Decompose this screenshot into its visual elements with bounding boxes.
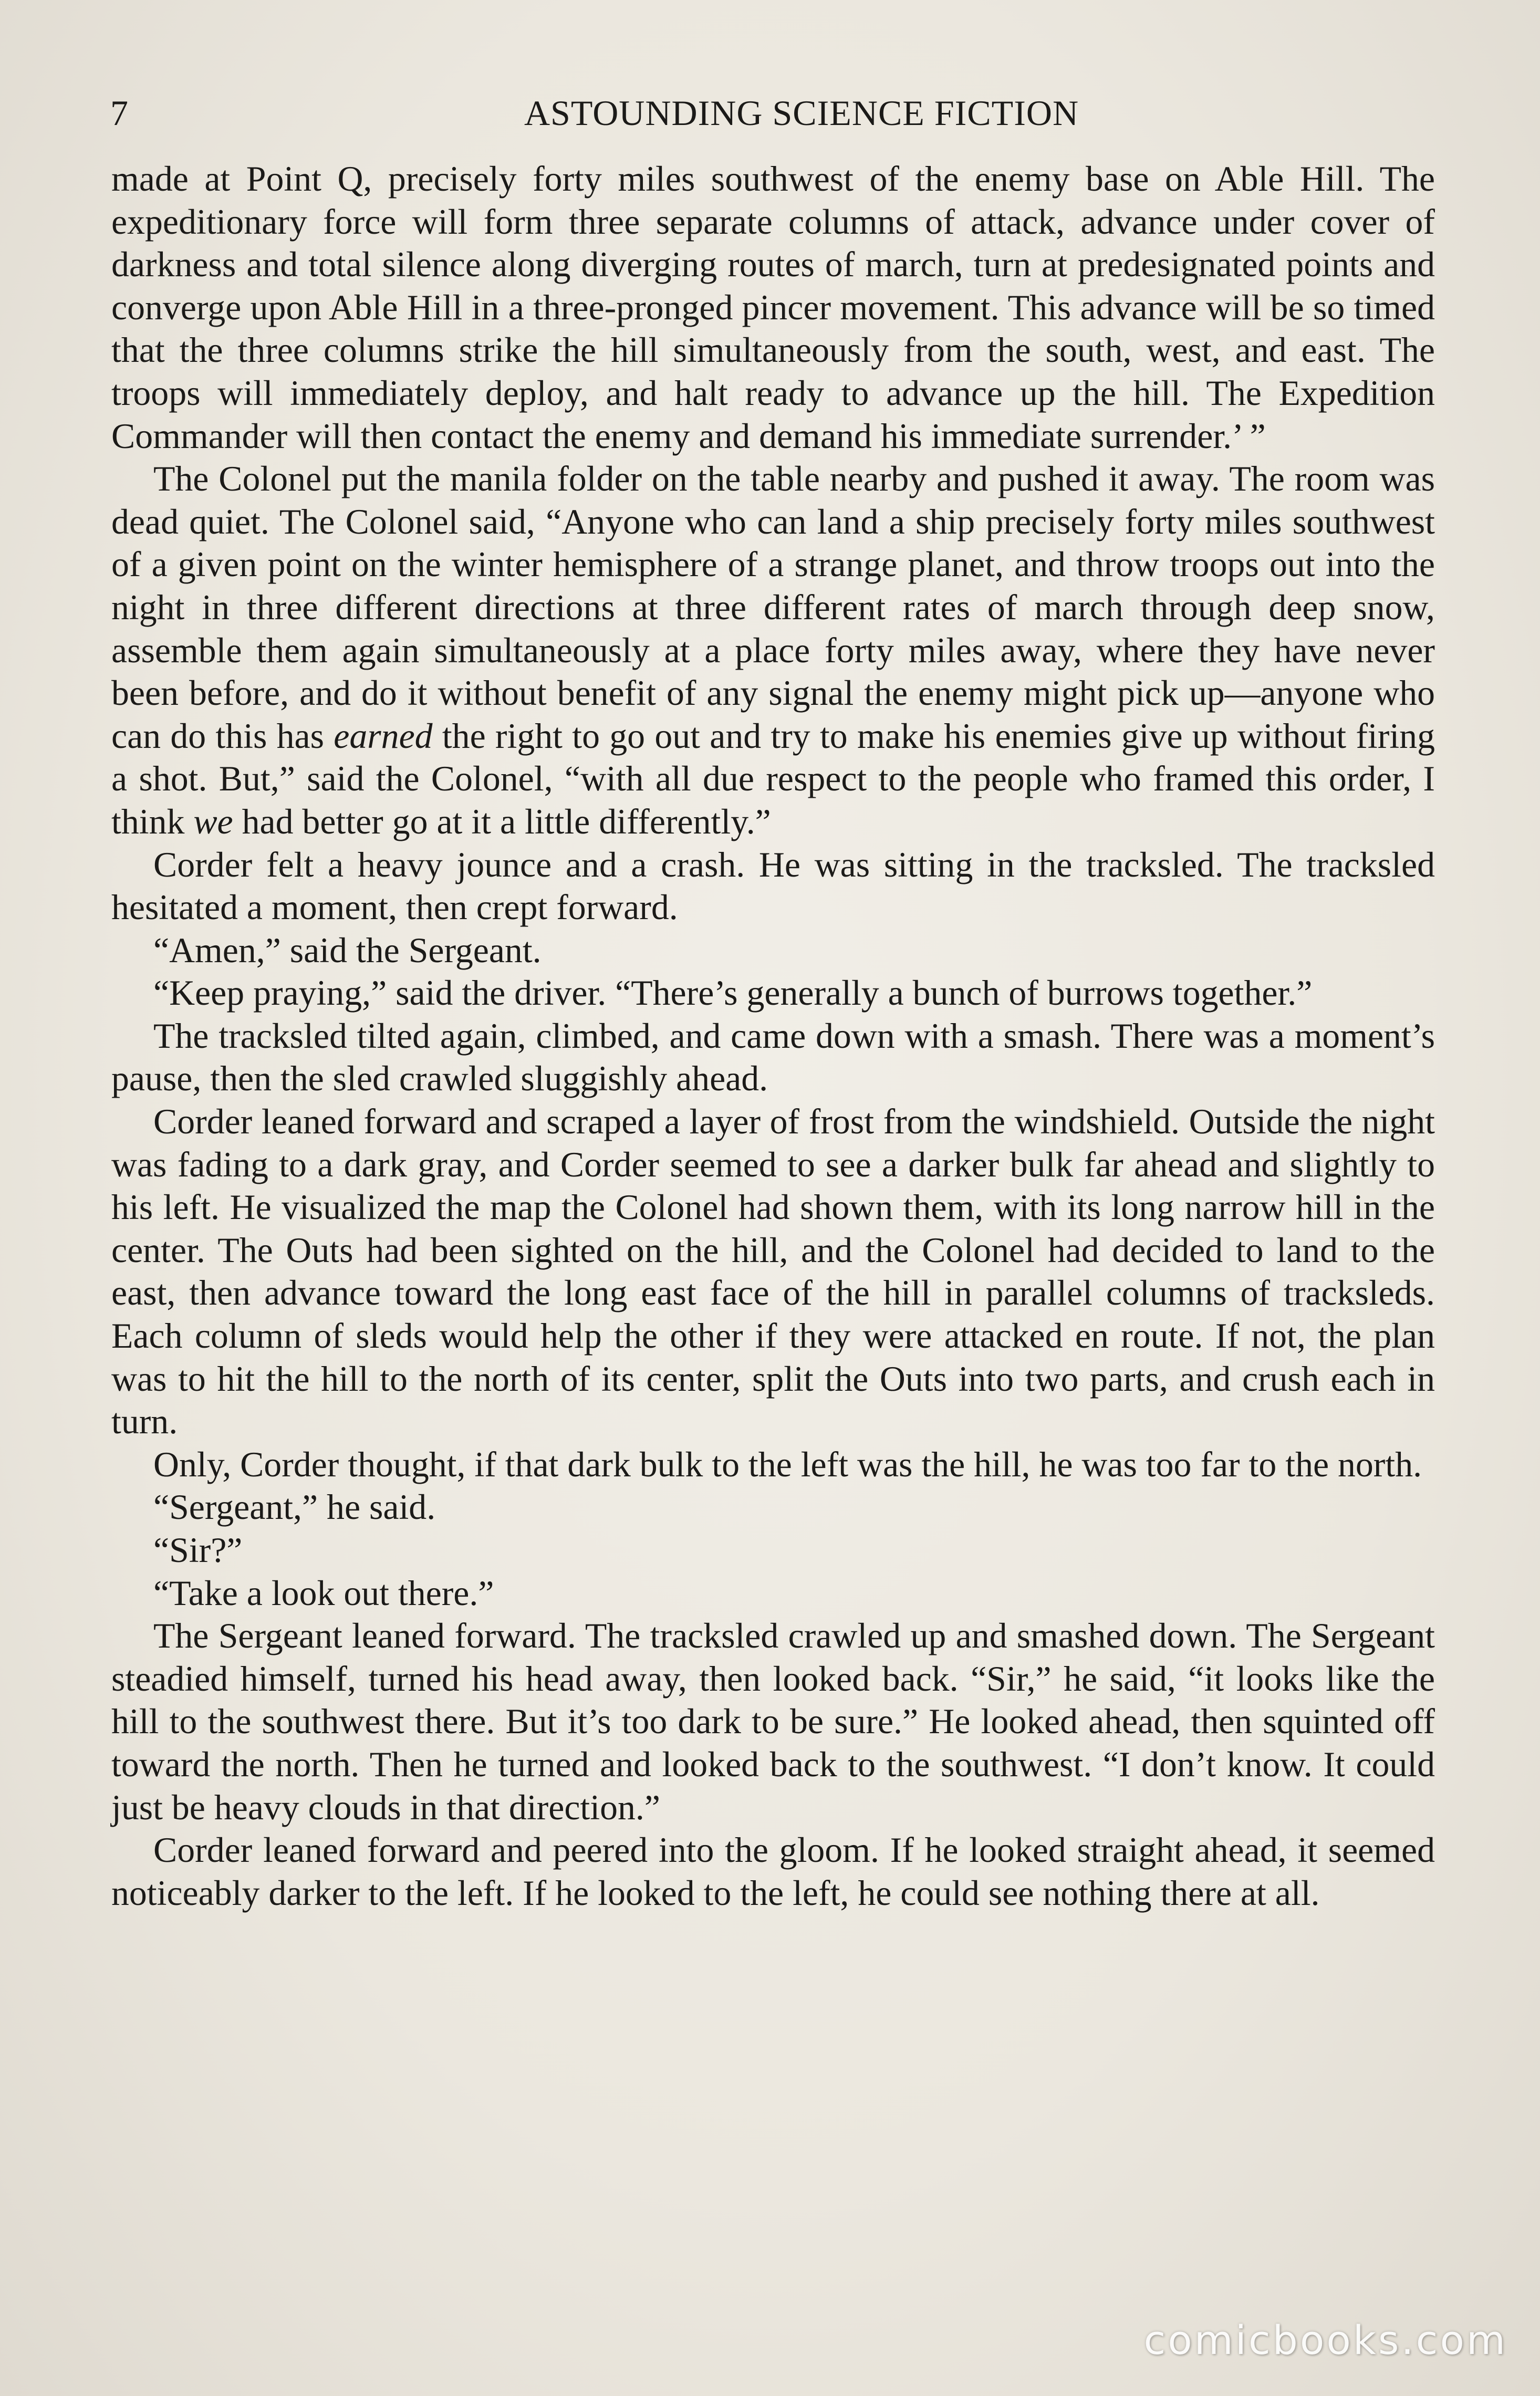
- paragraph-sergeant-leaned: The Sergeant leaned forward. The tracksled crawled up and smashed down. The Sergeant steadied himself, turned his head away, then looked back. “Sir,” he said, “it looks like the hill to the southwest there. But it’s too dark to be sure.” He looked ahead, then squinted off toward the north. Then he turned and looked back to the southwest. “I don’t know. It could just be heavy clouds in that direction.”: [111, 1616, 1435, 1827]
- body-text: [111, 158, 1435, 1914]
- emphasis-we: we: [193, 801, 233, 841]
- paragraph-corder-peered: Corder leaned forward and peered into the gloom. If he looked straight ahead, it seemed noticeably darker to the left. If he looked to the left, he could see nothing there at all.: [111, 1830, 1435, 1913]
- emphasis-earned: earned: [334, 716, 433, 756]
- page-number: 7: [110, 93, 128, 133]
- paragraph-keep-praying: “Keep praying,” said the driver. “There’s generally a bunch of burrows together.”: [153, 973, 1313, 1013]
- site-watermark: comicbooks.com: [1143, 2317, 1507, 2363]
- paragraph-tracksled-tilted: The tracksled tilted again, climbed, and came down with a smash. There was a moment’s pause, then the sled crawled sluggishly ahead.: [111, 1016, 1435, 1099]
- text-segment: The Colonel put the manila folder on the table nearby and pushed it away. The room was dead quiet. The Colonel said, “Anyone who can land a ship precisely forty miles southwest of a given point on the winter hemisphere of a strange planet, and throw troops out into the night in three different directions at three different rates of march through deep snow, assemble them again simultaneously at a place forty miles away, where they have never been before, and do it without benefit of any signal the enemy might pick up—anyone who can do this has: [111, 459, 1435, 756]
- paragraph-sergeant-call: “Sergeant,” he said.: [153, 1487, 436, 1527]
- running-head: [110, 89, 1430, 137]
- paragraph-order-excerpt: made at Point Q, precisely forty miles southwest of the enemy base on Able Hill. The expeditionary force will form three separate columns of attack, advance under cover of darkness and total silence along diverging routes of march, turn at predesignated points and converge upon Able Hill in a three-pronged pincer movement. This advance will be so timed that the three columns strike the hill simultaneously from the south, west, and east. The troops will immediately deploy, and halt ready to advance up the hill. The Expedition Commander will then contact the enemy and demand his immediate surrender.’ ”: [111, 159, 1435, 456]
- paragraph-jounce: Corder felt a heavy jounce and a crash. He was sitting in the tracksled. The tracksled hesitated a moment, then crept forward.: [111, 845, 1435, 928]
- paragraph-only-corder: Only, Corder thought, if that dark bulk to the left was the hill, he was too far to the north.: [153, 1444, 1422, 1484]
- text-segment: had better go at it a little differently.”: [233, 801, 771, 841]
- paragraph-colonel-speech: [111, 457, 1435, 843]
- text-segment: the right to go out and try to make his enemies give up without firing a shot. But,” said the Colonel, “with all due respect to the people who framed this order, I think: [111, 716, 1435, 841]
- paragraph-amen: “Amen,” said the Sergeant.: [153, 930, 542, 970]
- publication-title: ASTOUNDING SCIENCE FICTION: [524, 93, 1079, 133]
- paragraph-take-look: “Take a look out there.”: [153, 1573, 494, 1613]
- paragraph-corder-frost: Corder leaned forward and scraped a layer of frost from the windshield. Outside the night was fading to a dark gray, and Corder seemed to see a darker bulk far ahead and slightly to his left. He visualized the map the Colonel had shown them, with its long narrow hill in the center. The Outs had been sighted on the hill, and the Colonel had decided to land to the east, then advance toward the long east face of the hill in parallel columns of tracksleds. Each column of sleds would help the other if they were attacked en route. If not, the plan was to hit the hill to the north of its center, split the Outs into two parts, and crush each in turn.: [111, 1102, 1435, 1442]
- paragraph-sir: “Sir?”: [153, 1530, 243, 1570]
